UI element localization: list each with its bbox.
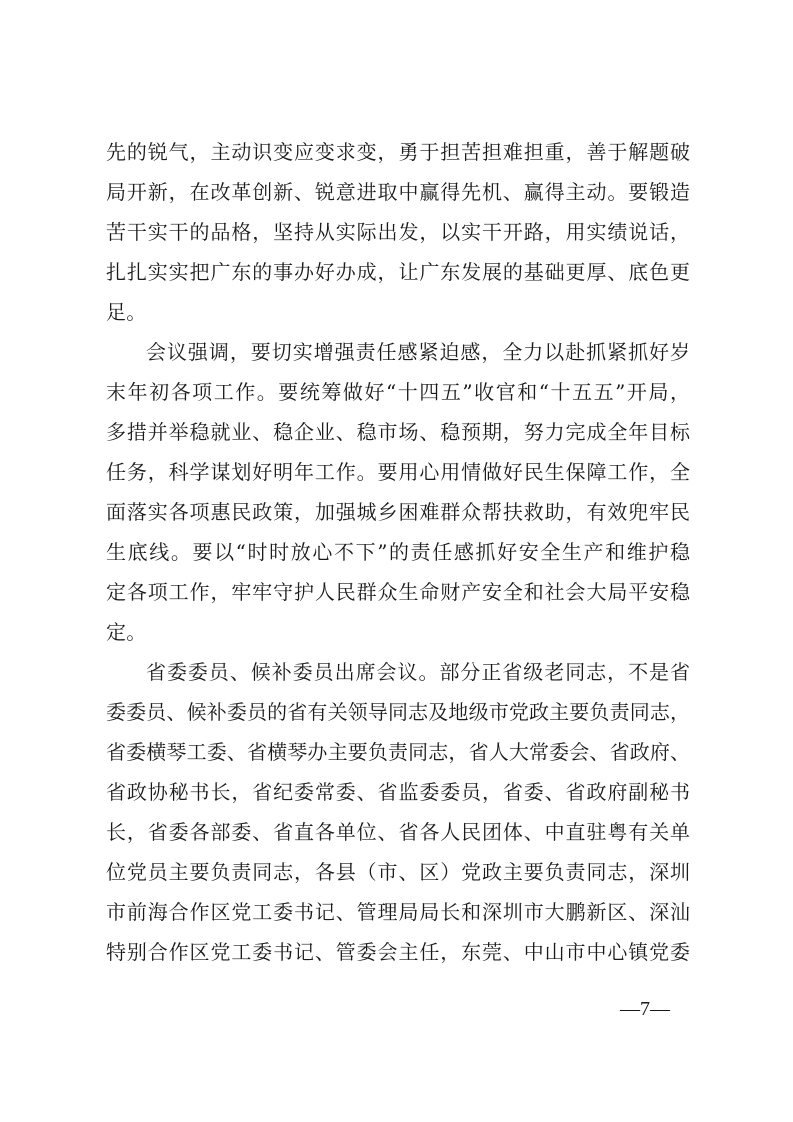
text-line: 局开新，在改革创新、锐意进取中赢得先机、赢得主动。要锻造: [106, 180, 691, 204]
paragraph-first-line: 会议强调，要切实增强责任感紧迫感，全力以赴抓紧抓好岁: [146, 340, 691, 364]
text-line: 足。: [106, 300, 147, 324]
text-line: 省委横琴工委、省横琴办主要负责同志，省人大常委会、省政府、: [106, 740, 691, 764]
page-number: —7—: [620, 998, 670, 1020]
document-body: [106, 132, 690, 972]
text-line: 任务，科学谋划好明年工作。要用心用情做好民生保障工作，全: [106, 460, 691, 484]
text-line: 长，省委各部委、省直各单位、省各人民团体、中直驻粤有关单: [106, 820, 691, 844]
text-line: 省政协秘书长，省纪委常委、省监委委员，省委、省政府副秘书: [106, 780, 691, 804]
text-line: 扎扎实实把广东的事办好办成，让广东发展的基础更厚、底色更: [106, 260, 691, 284]
text-line: 市前海合作区党工委书记、管理局局长和深圳市大鹏新区、深汕: [106, 900, 691, 924]
text-line: 委委员、候补委员的省有关领导同志及地级市党政主要负责同志，: [106, 700, 691, 724]
text-line: 先的锐气，主动识变应变求变，勇于担苦担难担重，善于解题破: [106, 140, 691, 164]
paragraph-first-line: 省委委员、候补委员出席会议。部分正省级老同志，不是省: [146, 660, 691, 684]
text-line: 生底线。要以“时时放心不下”的责任感抓好安全生产和维护稳: [106, 540, 692, 564]
text-line: 定各项工作，牢牢守护人民群众生命财产安全和社会大局平安稳: [106, 580, 691, 604]
text-line: 多措并举稳就业、稳企业、稳市场、稳预期，努力完成全年目标: [106, 420, 691, 444]
text-line: 特别合作区党工委书记、管委会主任，东莞、中山市中心镇党委: [106, 940, 691, 964]
text-line: 定。: [106, 620, 147, 644]
text-line: 位党员主要负责同志，各县（市、区）党政主要负责同志，深圳: [106, 860, 691, 884]
text-line: 苦干实干的品格，坚持从实际出发，以实干开路，用实绩说话，: [106, 220, 691, 244]
text-line: 末年初各项工作。要统筹做好“十四五”收官和“十五五”开局，: [106, 380, 692, 404]
text-line: 面落实各项惠民政策，加强城乡困难群众帮扶救助，有效兜牢民: [106, 500, 691, 524]
